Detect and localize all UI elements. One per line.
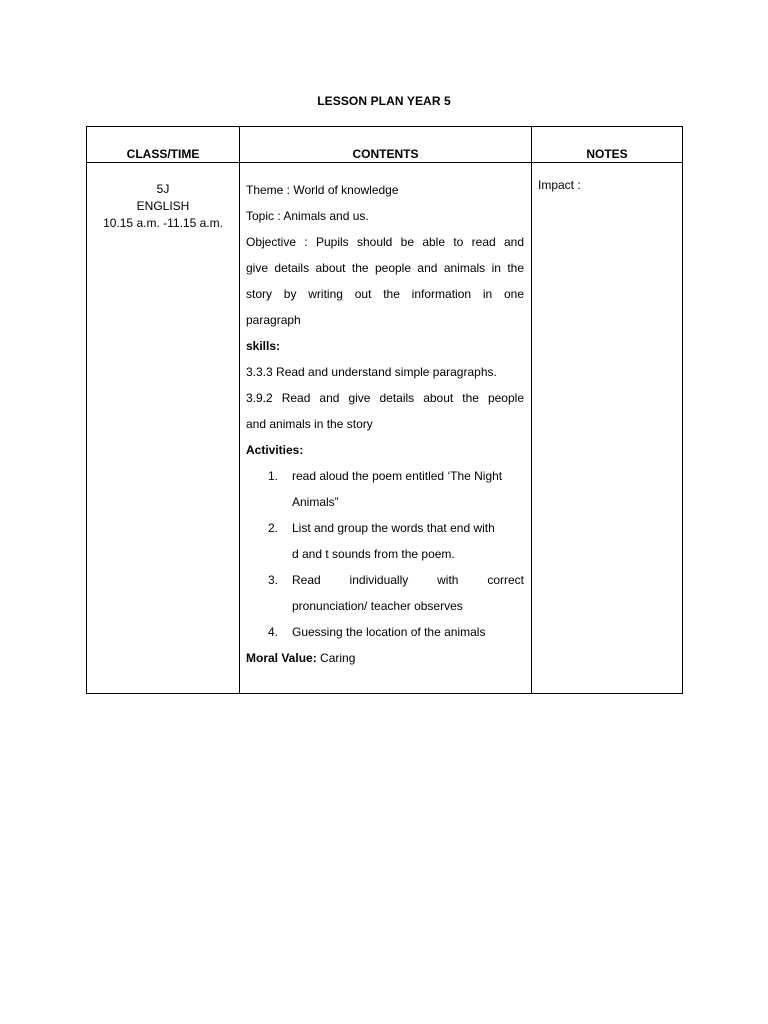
lesson-plan-table	[86, 126, 683, 694]
activity-number: 2.	[268, 521, 279, 535]
activities-list	[246, 463, 524, 645]
skills-label: skills:	[246, 339, 281, 353]
activity-number: 4.	[268, 625, 279, 639]
activities-label: Activities:	[246, 443, 304, 457]
header-contents: CONTENTS	[240, 127, 532, 163]
page-title: LESSON PLAN YEAR 5	[317, 94, 451, 108]
skill-item-2-line-1: 3.9.2 Read and give details about the people	[246, 391, 524, 405]
table-row	[87, 163, 683, 694]
skill-item-1: 3.3.3 Read and understand simple paragraphs.	[246, 365, 497, 379]
contents-cell	[240, 163, 532, 694]
moral-value-line	[246, 645, 524, 671]
header-notes: NOTES	[532, 127, 683, 163]
topic-line	[246, 203, 524, 229]
class-name: 5J	[156, 182, 170, 196]
subject-name: ENGLISH	[136, 199, 190, 213]
activity-text: pronunciation/ teacher observes	[292, 599, 463, 613]
topic-value: Animals and us.	[283, 209, 369, 223]
table-header-row	[87, 127, 683, 163]
objective-line-4: paragraph	[246, 313, 301, 327]
impact-label: Impact :	[538, 178, 581, 192]
header-class-time: CLASS/TIME	[87, 127, 240, 163]
activity-text: read aloud the poem entitled ‘The Night	[292, 469, 503, 483]
activity-number: 3.	[268, 573, 279, 587]
activity-text: Guessing the location of the animals	[292, 625, 486, 639]
topic-label: Topic :	[246, 209, 281, 223]
list-item	[246, 619, 524, 645]
objective-line-1: Objective : Pupils should be able to read and	[246, 235, 524, 249]
moral-value: Caring	[320, 651, 356, 665]
notes-cell	[532, 163, 683, 694]
activity-text: Animals”	[292, 495, 339, 509]
list-item	[246, 463, 524, 515]
theme-label: Theme :	[246, 183, 291, 197]
activity-text: d and t sounds from the poem.	[292, 547, 455, 561]
theme-line	[246, 177, 524, 203]
activity-number: 1.	[268, 469, 279, 483]
objective-line-2: give details about the people and animals in the	[246, 261, 524, 275]
moral-value-label: Moral Value:	[246, 651, 317, 665]
list-item	[246, 515, 524, 567]
activity-text: Read individually with correct	[292, 573, 524, 587]
objective-line-3: story by writing out the information in one	[246, 287, 524, 301]
list-item	[246, 567, 524, 619]
activity-text: List and group the words that end with	[292, 521, 495, 535]
lesson-time: 10.15 a.m. -11.15 a.m.	[103, 216, 223, 230]
skill-item-2-line-2: and animals in the story	[246, 417, 373, 431]
class-time-cell	[87, 163, 240, 694]
theme-value: World of knowledge	[293, 183, 399, 197]
